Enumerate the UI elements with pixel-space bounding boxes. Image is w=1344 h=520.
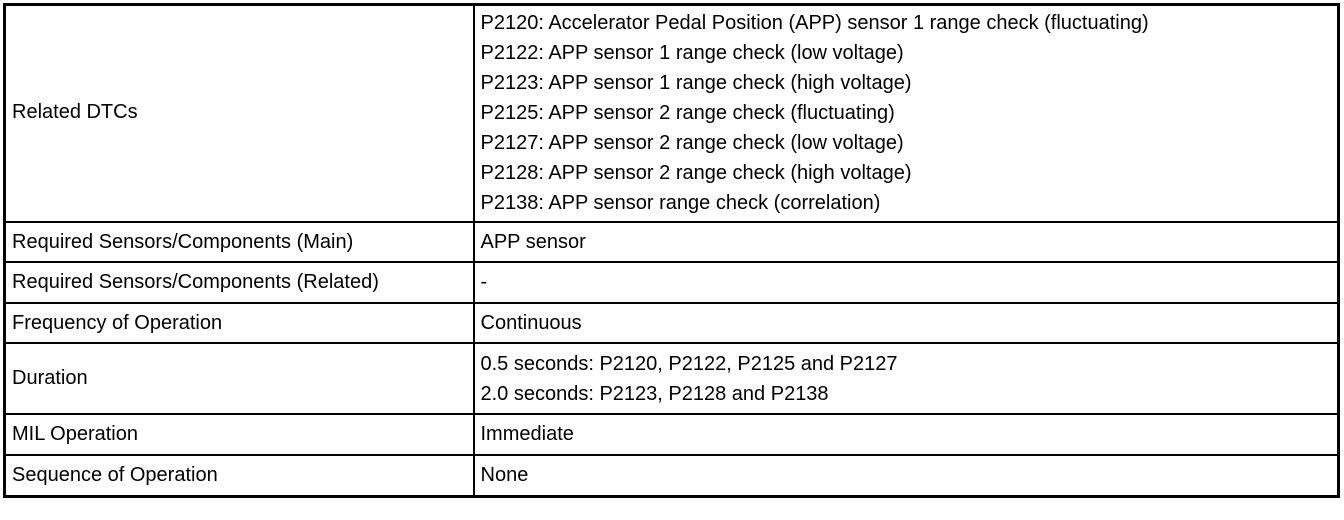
row-label: MIL Operation [5,414,474,455]
table-row-required-main [5,222,1339,262]
row-value: None [474,455,1339,497]
row-label: Required Sensors/Components (Related) [5,262,474,303]
dtc-line: P2123: APP sensor 1 range check (high voltage) [480,71,912,94]
table-row-sequence [5,455,1339,497]
dtc-line: P2120: Accelerator Pedal Position (APP) sensor 1 range check (fluctuating) [480,11,1149,34]
row-label: Duration [5,343,474,414]
row-value: Continuous [474,303,1339,343]
row-value: Immediate [474,414,1339,455]
row-label: Sequence of Operation [5,455,474,497]
dtc-specification-table [3,3,1340,498]
table-row-duration [5,343,1339,414]
dtc-line: P2125: APP sensor 2 range check (fluctuating) [480,101,895,124]
dtc-line: P2138: APP sensor range check (correlation) [480,191,881,214]
dtc-line: P2127: APP sensor 2 range check (low voltage) [480,131,904,154]
row-value: APP sensor [474,222,1339,262]
table-row-frequency [5,303,1339,343]
dtc-line: P2122: APP sensor 1 range check (low voltage) [480,41,904,64]
row-label: Related DTCs [5,5,474,223]
row-value-cell [474,5,1339,223]
row-label: Frequency of Operation [5,303,474,343]
row-value: - [474,262,1339,303]
table-row-required-related [5,262,1339,303]
row-label: Required Sensors/Components (Main) [5,222,474,262]
duration-line: 2.0 seconds: P2123, P2128 and P2138 [480,382,829,405]
table-row-related-dtcs [5,5,1339,223]
duration-line: 0.5 seconds: P2120, P2122, P2125 and P2127 [480,352,898,375]
table-row-mil-operation [5,414,1339,455]
row-value-cell [474,343,1339,414]
dtc-line: P2128: APP sensor 2 range check (high voltage) [480,161,912,184]
